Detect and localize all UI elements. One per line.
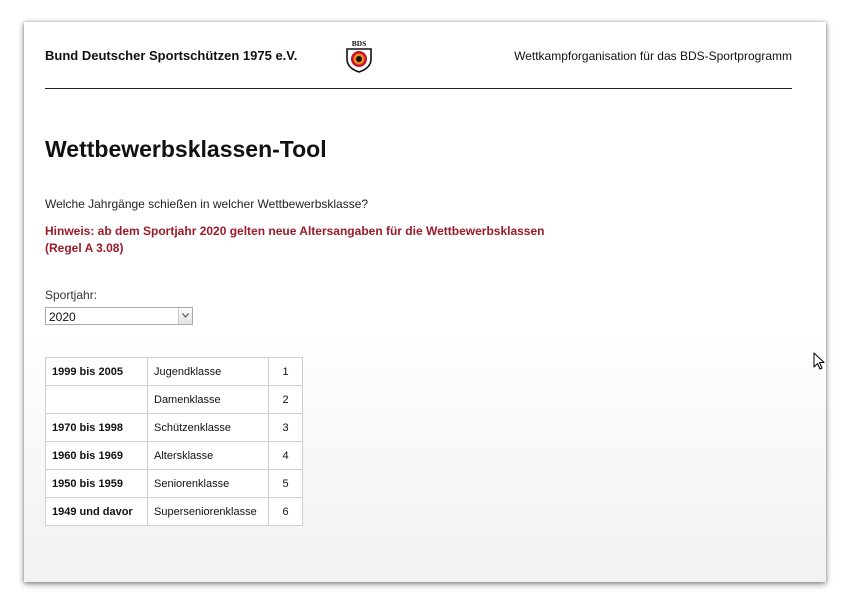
years-cell: 1999 bis 2005 — [46, 358, 148, 386]
sportjahr-selected-value: 2020 — [49, 310, 76, 324]
browser-window — [24, 22, 826, 582]
site-header — [45, 22, 792, 89]
years-cell: 1970 bis 1998 — [46, 414, 148, 442]
table-row — [46, 386, 303, 414]
sportjahr-select[interactable] — [45, 307, 193, 325]
table-row — [46, 470, 303, 498]
table-row — [46, 358, 303, 386]
org-name[interactable]: Bund Deutscher Sportschützen 1975 e.V. — [45, 48, 298, 63]
class-cell: Altersklasse — [148, 442, 269, 470]
class-number-cell: 4 — [269, 442, 303, 470]
years-cell: 1950 bis 1959 — [46, 470, 148, 498]
tagline: Wettkampforganisation für das BDS-Sportprogramm — [514, 49, 792, 63]
bds-logo-icon[interactable] — [343, 39, 375, 73]
years-cell: 1960 bis 1969 — [46, 442, 148, 470]
years-cell — [46, 386, 148, 414]
class-number-cell: 3 — [269, 414, 303, 442]
svg-text:BDS: BDS — [351, 39, 367, 48]
class-cell: Seniorenklasse — [148, 470, 269, 498]
sportjahr-label: Sportjahr: — [45, 288, 98, 302]
chevron-down-icon[interactable] — [178, 308, 192, 324]
mouse-cursor-icon — [813, 352, 825, 370]
class-cell: Jugendklasse — [148, 358, 269, 386]
page-title: Wettbewerbsklassen-Tool — [45, 136, 327, 162]
question-text: Welche Jahrgänge schießen in welcher Wettbewerbsklasse? — [45, 197, 369, 211]
class-number-cell: 2 — [269, 386, 303, 414]
class-number-cell: 1 — [269, 358, 303, 386]
competition-classes-table — [45, 357, 303, 526]
table-row — [46, 414, 303, 442]
table-row — [46, 442, 303, 470]
years-cell: 1949 und davor — [46, 498, 148, 526]
class-cell: Superseniorenklasse — [148, 498, 269, 526]
table-row — [46, 498, 303, 526]
class-number-cell: 5 — [269, 470, 303, 498]
class-cell: Damenklasse — [148, 386, 269, 414]
class-cell: Schützenklasse — [148, 414, 269, 442]
notice-text: Hinweis: ab dem Sportjahr 2020 gelten neue Altersangaben für die Wettbewerbsklassen (Regel A 3.08) — [45, 224, 545, 255]
class-number-cell: 6 — [269, 498, 303, 526]
